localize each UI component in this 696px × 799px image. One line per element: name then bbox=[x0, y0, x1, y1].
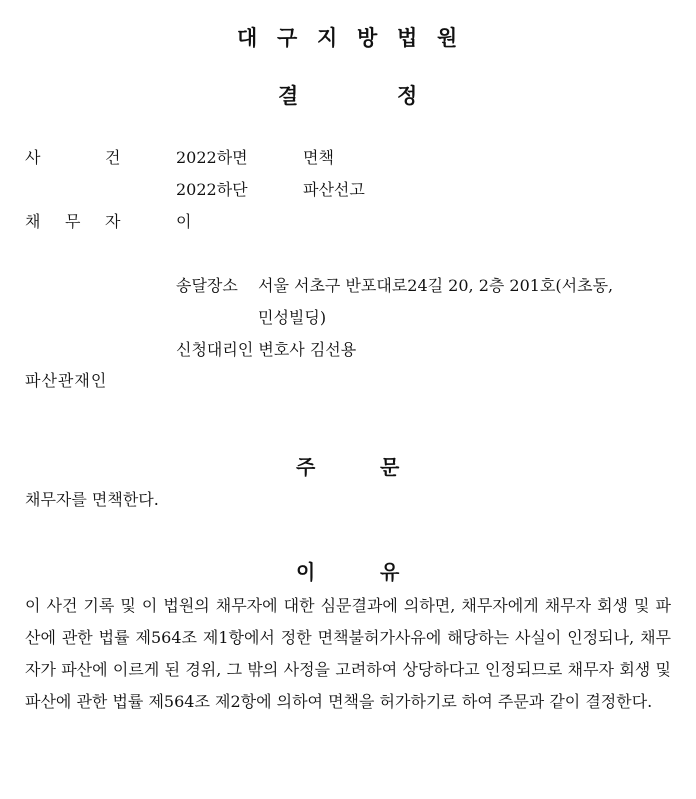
reason-heading-char: 유 bbox=[380, 560, 400, 584]
bankruptcy-trustee-label: 파산관재인 bbox=[25, 371, 108, 390]
case-name: 면책 bbox=[303, 148, 334, 167]
reason-text: 이 사건 기록 및 이 법원의 채무자에 대한 심문결과에 의하면, 채무자에게 채무자 회생 및 파산에 관한 법률 제564조 제1항에서 정한 면책불허가사유에 해당하는 사실이 인정되나, 채무자가 파산에 이르게 된 경위, 그 밖의 사정을 고려하여 상당하다고 인정되므로 채무자 회생 및 파산에 관한 법률 제564조 제2항에 의하여 면책을 허가하기로 하여 주문과 같이 결정한다. bbox=[25, 596, 671, 711]
debtor-label-char: 채 bbox=[25, 212, 41, 231]
debtor-name: 이 bbox=[176, 212, 192, 231]
court-name-char: 지 bbox=[317, 26, 338, 50]
service-address: 서울 서초구 반포대로24길 20, 2층 201호(서초동, bbox=[258, 276, 614, 295]
case-name: 파산선고 bbox=[303, 180, 365, 199]
court-name-char: 법 bbox=[397, 26, 418, 50]
case-label-char: 사 bbox=[25, 148, 41, 167]
debtor-label-char: 무 bbox=[65, 212, 81, 231]
order-heading-char: 주 bbox=[296, 455, 316, 479]
applicant-agent: 신청대리인 변호사 김선용 bbox=[176, 340, 357, 359]
document-type-char: 결 bbox=[278, 84, 299, 108]
debtor-label-char: 자 bbox=[105, 212, 121, 231]
case-number: 2022하단 bbox=[176, 180, 248, 199]
case-label-char: 건 bbox=[105, 148, 121, 167]
reason-heading-char: 이 bbox=[296, 560, 316, 584]
service-address-continued: 민성빌딩) bbox=[258, 308, 327, 327]
order-heading-char: 문 bbox=[380, 455, 400, 479]
case-number: 2022하면 bbox=[176, 148, 248, 167]
document-type-char: 정 bbox=[397, 84, 418, 108]
service-address-label: 송달장소 bbox=[176, 276, 238, 295]
order-text: 채무자를 면책한다. bbox=[25, 490, 159, 509]
court-name-char: 원 bbox=[437, 26, 458, 50]
court-name-char: 구 bbox=[277, 26, 298, 50]
court-name-char: 방 bbox=[357, 26, 378, 50]
court-name-char: 대 bbox=[237, 26, 258, 50]
